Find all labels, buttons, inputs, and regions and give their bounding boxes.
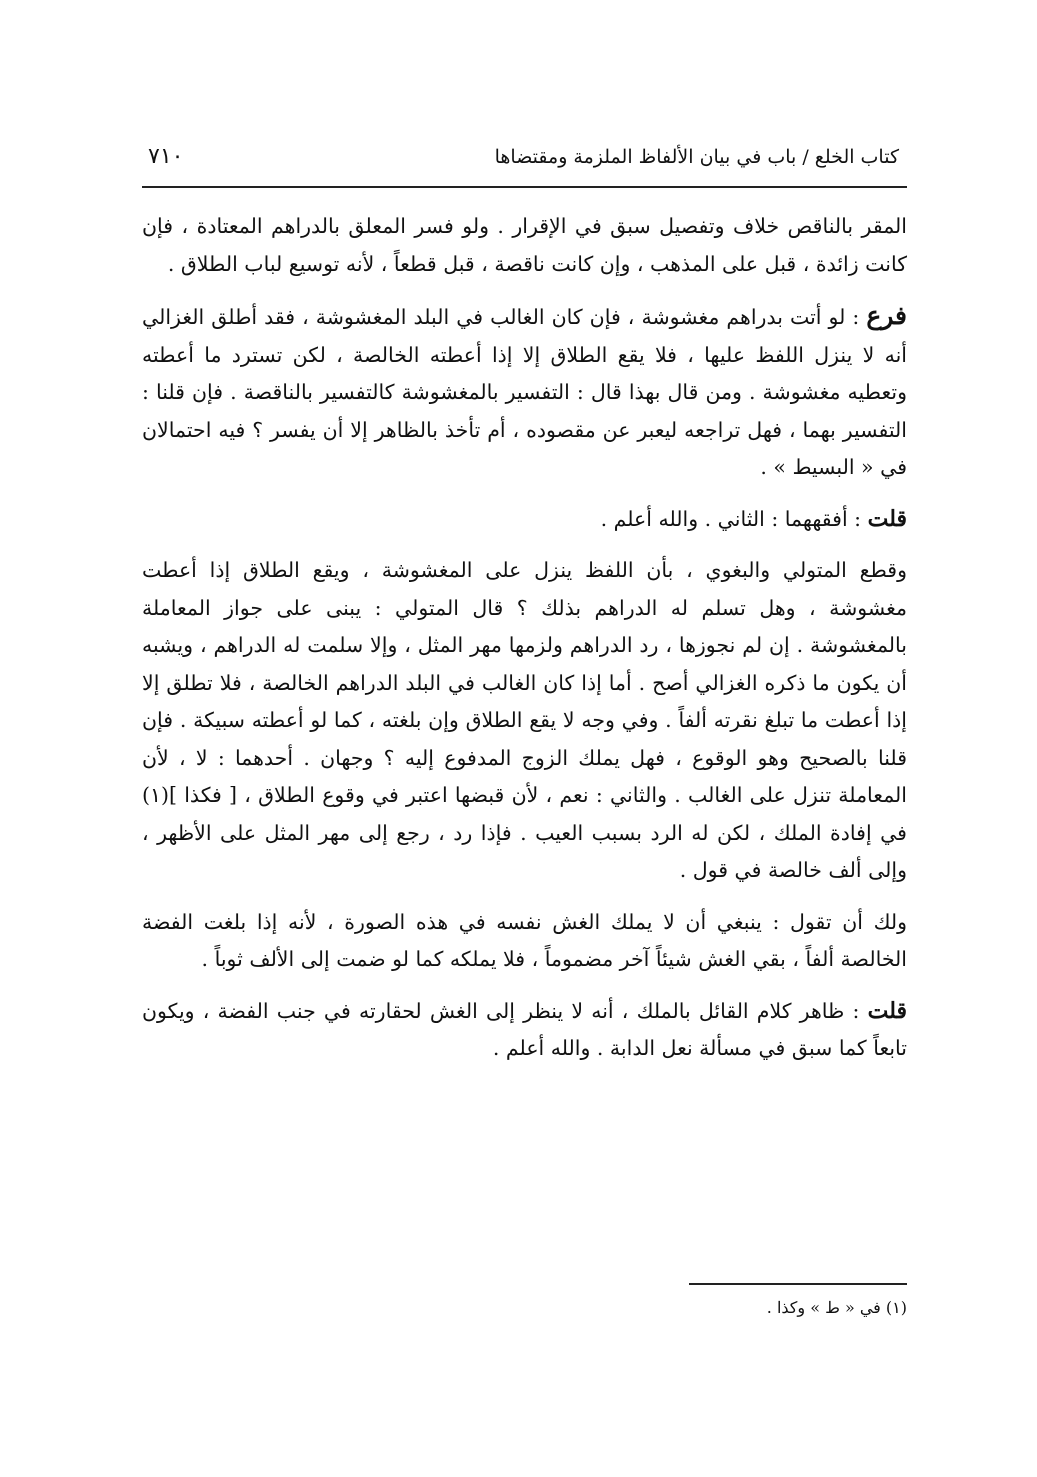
paragraph-3-lead: قلت — [867, 505, 907, 532]
paragraph-2-lead: فرع — [866, 301, 907, 330]
paragraph-6-lead: قلت — [867, 997, 907, 1024]
footnote: (١) في « ط » وكذا . — [766, 1298, 907, 1317]
paragraph-2-text: : لو أتت بدراهم مغشوشة ، فإن كان الغالب في البلد المغشوشة ، فقد أطلق الغزالي أنه لا ينزل اللفظ عليها ، فلا يقع الطلاق إلا إذا أعطته الخالصة ، لكن تسترد ما أعطته وتعطيه مغشوشة . ومن قال بهذا قال : التفسير بالمغشوشة كالتفسير بالناقصة . فإن قلنا : التفسير بهما ، فهل تراجعه ليعبر عن مقصوده ، أم تأخذ بالظاهر إلا أن يفسر ؟ فيه احتمالان في « البسيط » . — [142, 305, 907, 479]
body-text — [142, 208, 907, 1082]
paragraph-5 — [142, 904, 907, 979]
running-title: كتاب الخلع / باب في بيان الألفاظ الملزمة ومقتضاها — [494, 146, 899, 168]
paragraph-3-text: : أفقههما : الثاني . والله أعلم . — [600, 506, 862, 531]
footnote-divider — [689, 1283, 907, 1285]
paragraph-4-text: وقطع المتولي والبغوي ، بأن اللفظ ينزل على المغشوشة ، ويقع الطلاق إذا أعطت مغشوشة ، وهل تسلم له الدراهم بذلك ؟ قال المتولي : يبنى على جواز المعاملة بالمغشوشة . إن لم نجوزها ، رد الدراهم ولزمها مهر المثل ، وإلا سلمت له الدراهم ، ويشبه أن يكون ما ذكره الغزالي أصح . أما إذا كان الغالب في البلد الدراهم الخالصة ، فلا تطلق إلا إذا أعطت ما تبلغ نقرته ألفاً . وفي وجه لا يقع الطلاق وإن بلغته ، كما لو أعطته سبيكة . فإن قلنا بالصحيح وهو الوقوع ، فهل يملك الزوج المدفوع إليه ؟ وجهان . أحدهما : لا ، لأن المعاملة تنزل على الغالب . والثاني : نعم ، لأن قبضها اعتبر في وقوع الطلاق ، [ فكذا ](١) في إفادة الملك ، لكن له الرد بسبب العيب . فإذا رد ، رجع إلى مهر المثل على الأظهر ، وإلى ألف خالصة في قول . — [142, 558, 907, 882]
paragraph-4 — [142, 552, 907, 890]
paragraph-3 — [142, 501, 907, 539]
running-header — [142, 140, 907, 188]
paragraph-6-text: : ظاهر كلام القائل بالملك ، أنه لا ينظر إلى الغش لحقارته في جنب الفضة ، ويكون تابعاً كما سبق في مسألة نعل الدابة . والله أعلم . — [142, 998, 907, 1060]
page-number: ٧١٠ — [148, 144, 184, 169]
paragraph-1-text: المقر بالناقص خلاف وتفصيل سبق في الإقرار . ولو فسر المعلق بالدراهم المعتادة ، فإن كانت زائدة ، قبل على المذهب ، وإن كانت ناقصة ، قبل قطعاً ، لأنه توسيع لباب الطلاق . — [142, 214, 907, 276]
paragraph-6 — [142, 993, 907, 1068]
paragraph-1 — [142, 208, 907, 283]
paragraph-5-text: ولك أن تقول : ينبغي أن لا يملك الغش نفسه في هذه الصورة ، لأنه إذا بلغت الفضة الخالصة ألفاً ، بقي الغش شيئاً آخر مضموماً ، فلا يملكه كما لو ضمت إلى الألف ثوباً . — [142, 909, 907, 971]
paragraph-2 — [142, 297, 907, 487]
book-page — [142, 140, 907, 1360]
